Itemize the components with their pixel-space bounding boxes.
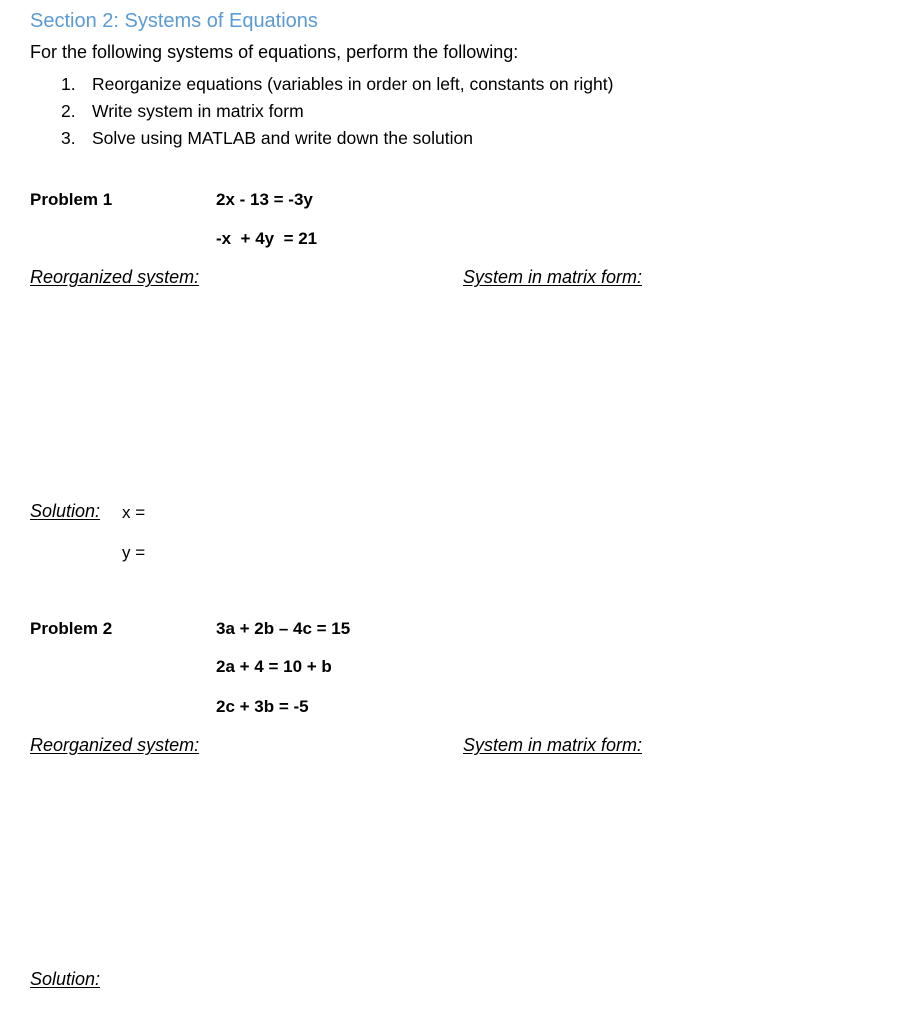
step-1-text: Reorganize equations (variables in order on left, constants on right) — [92, 74, 614, 94]
problem-1-solution-label: Solution: — [30, 501, 101, 521]
step-2-number: 2. — [61, 101, 76, 121]
problem-2-label: Problem 2 — [30, 619, 113, 638]
step-1-number: 1. — [61, 74, 76, 94]
problem-2-solution-label: Solution: — [30, 969, 101, 989]
problem-1-equation-1: 2x - 13 = -3y — [216, 190, 313, 209]
solution-x-label: x = — [122, 503, 146, 522]
problem-2-matrix-form-label: System in matrix form: — [463, 735, 643, 755]
section-title: Section 2: Systems of Equations — [30, 10, 318, 32]
step-3-text: Solve using MATLAB and write down the solution — [92, 128, 473, 148]
problem-2-equation-1: 3a + 2b – 4c = 15 — [216, 619, 351, 638]
instructions-intro: For the following systems of equations, perform the following: — [30, 42, 519, 62]
problem-1-reorganized-label: Reorganized system: — [30, 267, 200, 287]
problem-1-matrix-form-label: System in matrix form: — [463, 267, 643, 287]
problem-2-equation-2: 2a + 4 = 10 + b — [216, 657, 332, 676]
step-3-number: 3. — [61, 128, 76, 148]
problem-2-reorganized-label: Reorganized system: — [30, 735, 200, 755]
problem-1-equation-2: -x + 4y = 21 — [216, 229, 318, 248]
problem-1-label: Problem 1 — [30, 190, 113, 209]
solution-y-label: y = — [122, 543, 146, 562]
problem-2-equation-3: 2c + 3b = -5 — [216, 697, 309, 716]
step-2-text: Write system in matrix form — [92, 101, 304, 121]
